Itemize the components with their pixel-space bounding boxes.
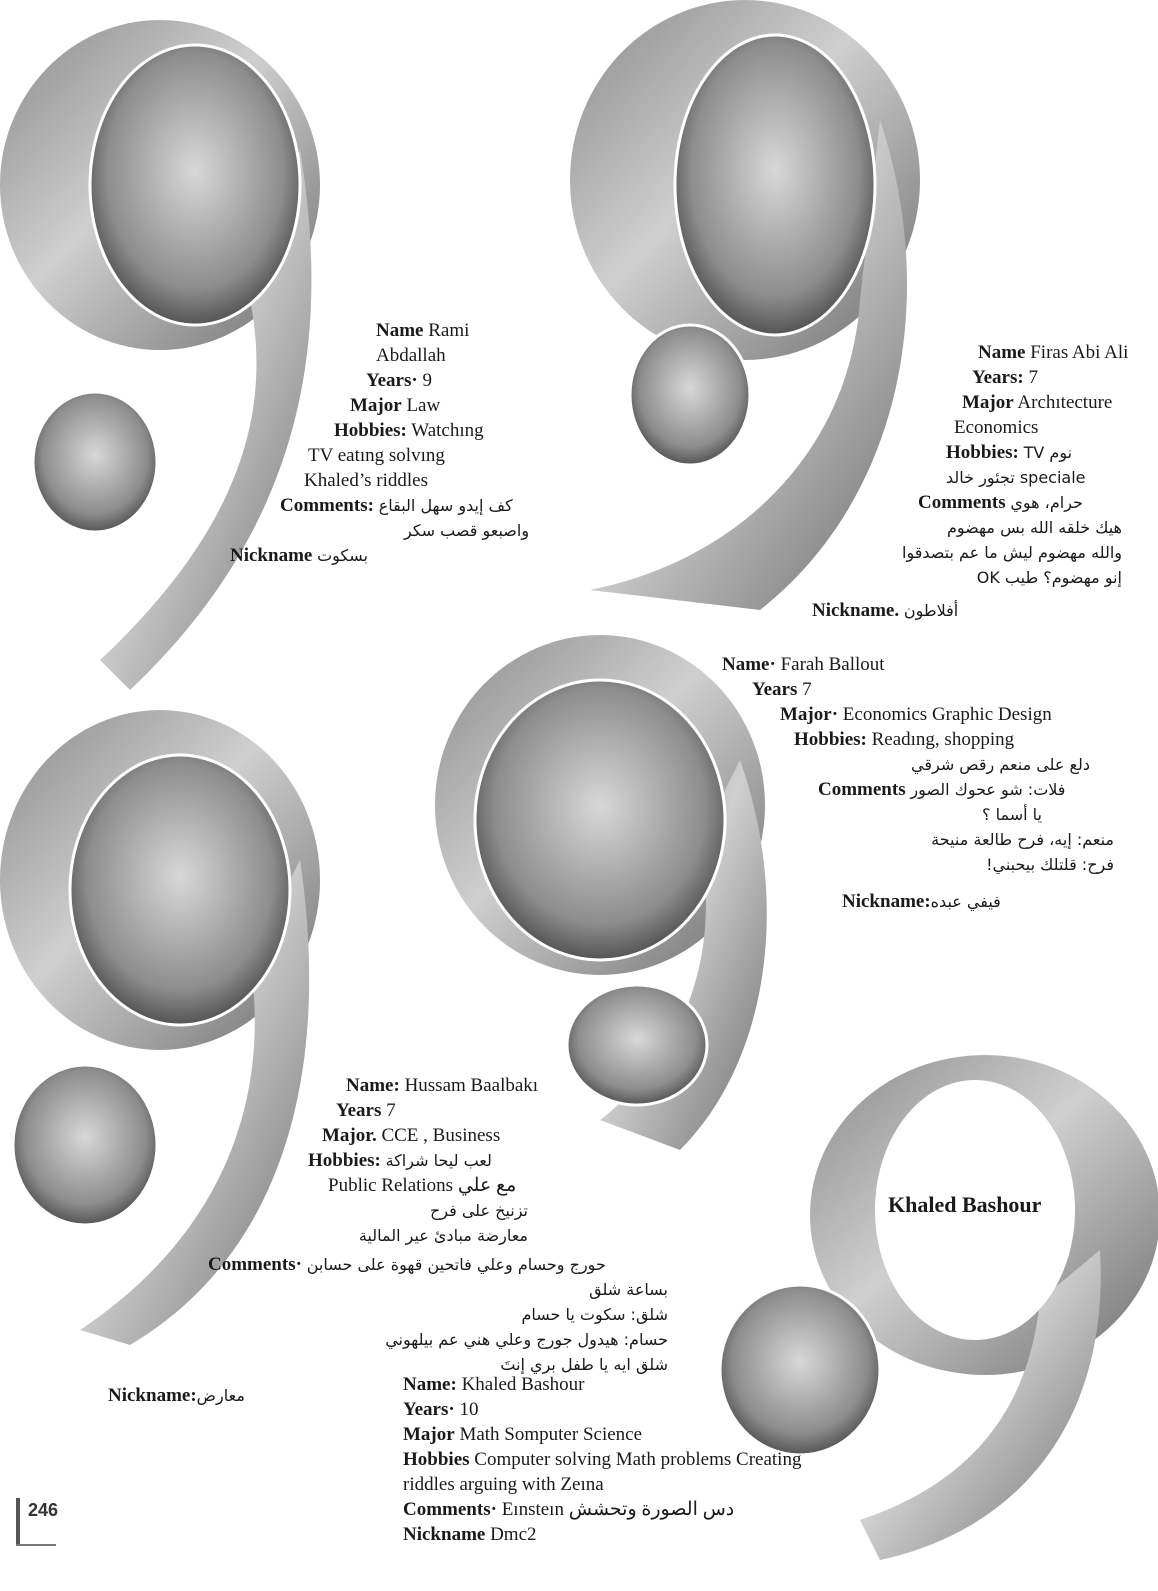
hobbies-label: Hobbies: — [308, 1150, 381, 1171]
page-number-rule — [16, 1544, 56, 1546]
nickname-value: Dmc2 — [490, 1524, 537, 1545]
photo-firas-child — [630, 325, 750, 465]
profile-farah — [722, 652, 1114, 914]
hobbies-line: Khaled’s riddles — [304, 470, 429, 491]
major-value-cont: Economics — [954, 417, 1039, 438]
years-label: Years — [336, 1100, 382, 1121]
years-value: 7 — [386, 1100, 396, 1121]
name-value: Farah Ballout — [780, 654, 885, 675]
hobbies-line: Public Relations مع علي — [328, 1175, 517, 1196]
major-value: Math Somputer Science — [459, 1424, 643, 1445]
major-label: Major — [350, 395, 402, 416]
major-label: Major — [403, 1424, 455, 1445]
hobbies-line: TV eatıng solvıng — [308, 445, 445, 466]
comments-label: Comments· — [403, 1499, 497, 1520]
nickname-label: Nickname — [230, 545, 313, 566]
photo-rami-child — [33, 392, 157, 532]
hobbies-line: تزنيخ على فرح — [429, 1201, 528, 1220]
comment-line: حسام: هيدول جورج وعلي هني عم بيلهوني — [385, 1330, 668, 1349]
nickname-value: فيفي عبده — [930, 892, 1001, 911]
name-value: Hussam Baalbakı — [404, 1075, 539, 1096]
years-label: Years — [752, 679, 798, 700]
page-number-bar — [16, 1498, 20, 1546]
comments-label: Comments — [918, 492, 1006, 513]
years-value: 10 — [459, 1399, 479, 1420]
comment-line: فرح: قلتلك بيحبني! — [986, 855, 1114, 874]
comment-line: حرام، هوي — [1010, 493, 1083, 512]
hobbies-line: تجئور خالد speciale — [946, 468, 1086, 487]
khaled-heading: Khaled Bashour — [888, 1192, 1042, 1217]
profile-khaled — [403, 1372, 801, 1547]
hobbies-line: riddles arguing with Zeına — [403, 1474, 604, 1495]
comment-line: منعم: إيه، فرح طالعة منيحة — [931, 830, 1114, 849]
photo-hussam-adult — [70, 755, 290, 1025]
name-label: Name — [978, 342, 1026, 363]
hobbies-line: معارضة مبادئ عير المالية — [358, 1226, 528, 1245]
comment-line: شلق: سكوت يا حسام — [521, 1305, 668, 1324]
comment-line: هيك خلقه الله بس مهضوم — [947, 518, 1122, 537]
hobbies-line: لعب ليحا شراكة — [385, 1151, 492, 1170]
name-value: Rami — [428, 320, 470, 341]
photo-farah-adult — [475, 680, 725, 960]
profile-firas — [812, 340, 1128, 623]
hobbies-label: Hobbies — [403, 1449, 470, 1470]
years-value: 7 — [1028, 367, 1038, 388]
comments-label: Comments: — [280, 495, 374, 516]
major-label: Major· — [780, 704, 839, 725]
years-value: 9 — [422, 370, 432, 391]
name-label: Name: — [403, 1374, 457, 1395]
name-label: Name — [376, 320, 424, 341]
name-value-cont: Abdallah — [376, 345, 446, 366]
comment-line: يا أسما ؟ — [982, 805, 1042, 824]
major-value: Economics Graphic Design — [842, 704, 1052, 725]
hobbies-line: Computer solving Math problems Creating — [474, 1449, 802, 1470]
years-value: 7 — [802, 679, 812, 700]
years-label: Years· — [366, 370, 418, 391]
major-value: Archıtecture — [1017, 392, 1113, 413]
profile-rami — [230, 318, 529, 568]
years-label: Years: — [972, 367, 1024, 388]
hobbies-line: دلع على منعم رقص شرقي — [911, 755, 1090, 774]
comment-line: Eınsteın دس الصورة وتحشش — [501, 1499, 735, 1520]
nickname-label: Nickname: — [108, 1385, 197, 1406]
name-label: Name· — [722, 654, 776, 675]
major-label: Major. — [322, 1125, 377, 1146]
comment-line: شلق ايه يا طفل بري إنتَ — [500, 1355, 668, 1374]
comment-line: حورج وحسام وعلي فاتحين قهوة على حسابن — [306, 1255, 606, 1274]
major-value: CCE , Business — [381, 1125, 501, 1146]
name-label: Name: — [346, 1075, 400, 1096]
comments-label: Comments — [818, 779, 906, 800]
years-label: Years· — [403, 1399, 455, 1420]
comment-line: كف إيدو سهل البقاع — [378, 496, 513, 515]
hobbies-line: Watchıng — [411, 420, 484, 441]
comment-line: إنو مهضوم؟ طيب OK — [976, 568, 1122, 587]
comment-line: والله مهضوم ليش ما عم بتصدقوا — [902, 543, 1122, 562]
name-value: Firas Abi Ali — [1030, 342, 1129, 363]
comment-line: فلات: شو عحوك الصور — [910, 780, 1066, 799]
major-label: Major — [962, 392, 1014, 413]
nickname-value: بسكوت — [317, 546, 368, 565]
nickname-label: Nickname: — [842, 891, 931, 912]
photo-rami-adult — [90, 45, 300, 325]
hobbies-label: Hobbies: — [946, 442, 1019, 463]
nickname-label: Nickname — [403, 1524, 486, 1545]
nickname-label: Nickname. — [812, 600, 900, 621]
hobbies-label: Hobbies: — [794, 729, 867, 750]
hobbies-line: Readıng, shopping — [871, 729, 1015, 750]
hobbies-line: نوم TV — [1023, 443, 1073, 462]
name-value: Khaled Bashour — [461, 1374, 585, 1395]
photo-firas-adult — [675, 35, 875, 335]
comment-line: واصبعو قصب سكر — [404, 521, 530, 540]
comment-line: بساعة شلق — [589, 1280, 668, 1299]
major-value: Law — [406, 395, 441, 416]
nickname-value: معارض — [196, 1386, 245, 1405]
page-number: 246 — [28, 1500, 59, 1520]
comments-label: Comments· — [208, 1254, 302, 1275]
nickname-value: أفلاطون — [903, 601, 959, 620]
profile-hussam — [108, 1073, 668, 1408]
hobbies-label: Hobbies: — [334, 420, 407, 441]
